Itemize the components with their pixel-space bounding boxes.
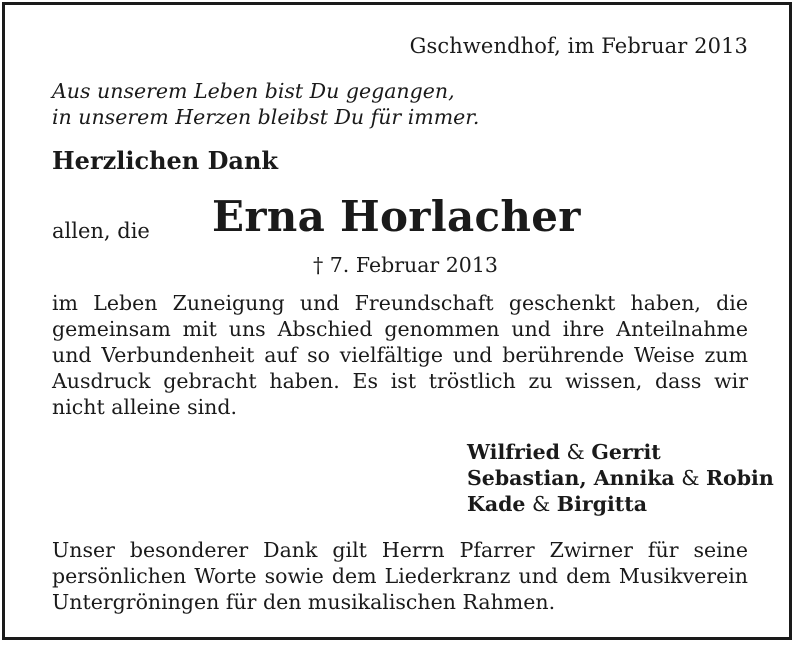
signature-separator: & [525,492,557,516]
final-text: Unser besonderer Dank gilt Herrn Pfarrer Zwirner für seine persönlichen Worte sowie dem Liederkranz und dem Musikverein Untergröningen für den musikalischen Rahmen. [52,538,748,614]
deceased-name: Erna Horlacher [212,192,581,241]
motto-line-2: in unserem Herzen bleibst Du für immer. [52,105,480,129]
death-date: † 7. Februar 2013 [313,253,498,277]
signature-separator: & [674,466,706,490]
signature-line [467,439,774,465]
intro-text: allen, die [52,219,150,243]
signature-name: Gerrit [591,440,661,464]
place-date: Gschwendhof, im Februar 2013 [409,34,748,58]
motto [52,78,479,130]
signature-name: Kade [467,492,526,516]
signature-line [467,491,774,517]
main-text: im Leben Zuneigung und Freundschaft geschenkt haben, die gemeinsam mit uns Abschied genommen und ihre Anteilnahme und Verbundenheit auf so vielfältige und berührende Weise zum Ausdruck gebracht haben. Es ist tröstlich zu wissen, dass wir nicht alleine sind. [52,291,748,419]
thanks-heading: Herzlichen Dank [52,146,279,175]
signature-line [467,465,774,491]
signature-name: Robin [706,466,774,490]
signature-name: Wilfried [467,440,561,464]
signatures [467,439,774,517]
motto-line-1: Aus unserem Leben bist Du gegangen, [52,79,455,103]
signature-name: Sebastian, Annika [467,466,675,490]
signature-separator: & [560,440,592,464]
signature-name: Birgitta [556,492,648,516]
